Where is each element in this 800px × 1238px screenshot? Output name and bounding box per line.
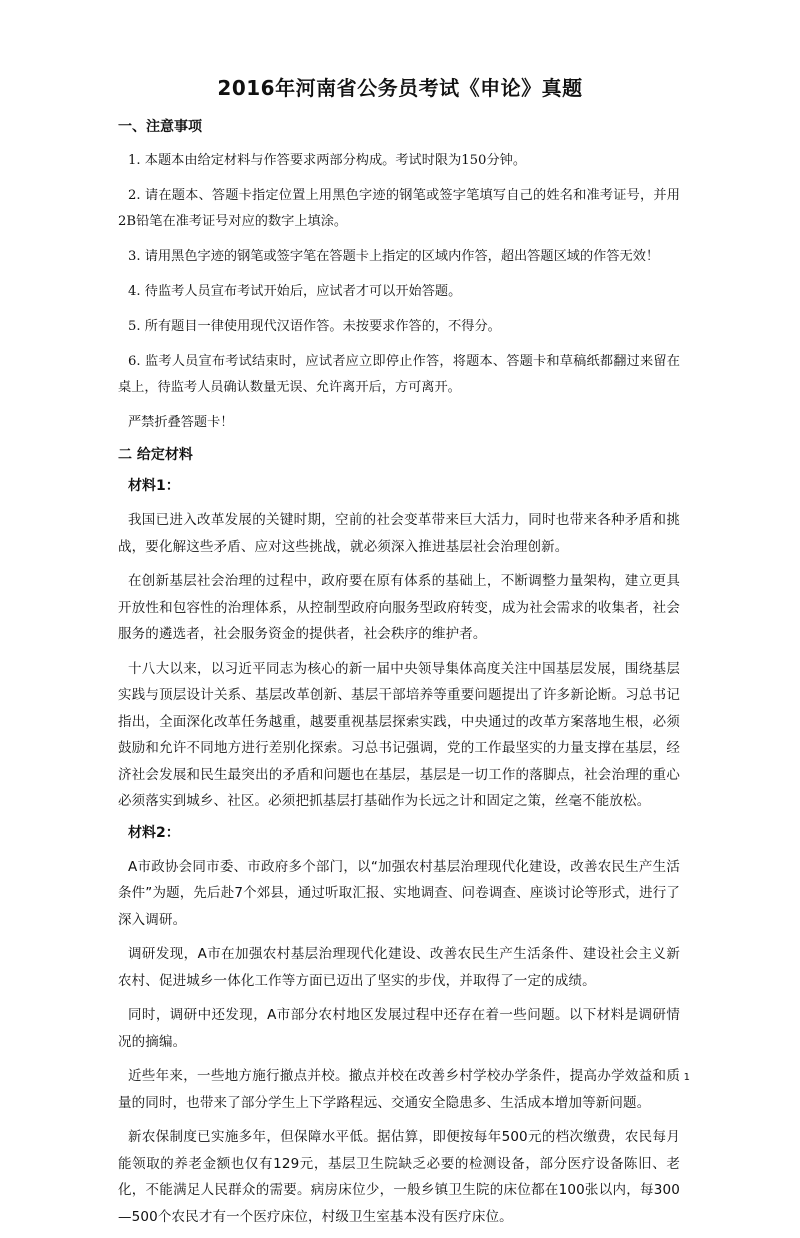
material-1-paragraph: 我国已进入改革发展的关键时期，空前的社会变革带来巨大活力，同时也带来各种矛盾和挑战，要化解这些矛盾、应对这些挑战，就必须深入推进基层社会治理创新。 — [118, 512, 680, 555]
section-heading-notes: 一、注意事项 — [118, 119, 202, 135]
material-2-paragraph: 近些年来，一些地方施行撤点并校。撤点并校在改善乡村学校办学条件，提高办学效益和质量的同时，也带来了部分学生上下学路程远、交通安全隐患多、生活成本增加等新问题。 — [118, 1068, 680, 1111]
note-item: 2. 请在题本、答题卡指定位置上用黑色字迹的钢笔或签字笔填写自己的姓名和准考证号，并用2B铅笔在准考证号对应的数字上填涂。 — [118, 188, 680, 229]
material-2-paragraph: A市政协会同市委、市政府多个部门，以“加强农村基层治理现代化建设，改善农民生产生活条件”为题，先后赴7个郊县，通过听取汇报、实地调查、问卷调查、座谈讨论等形式，进行了深入调研。 — [118, 858, 680, 928]
material-2-paragraph: 新农保制度已实施多年，但保障水平低。据估算，即便按每年500元的档次缴费，农民每月能领取的养老金额也仅有129元，基层卫生院缺乏必要的检测设备，部分医疗设备陈旧、老化，不能满足人民群众的需要。病房床位少，一般乡镇卫生院的床位都在100张以内，每300—500个农民才有一个医疗床位，村级卫生室基本没有医疗床位。 — [118, 1129, 680, 1225]
material-1-paragraph: 十八大以来，以习近平同志为核心的新一届中央领导集体高度关注中国基层发展，围绕基层实践与顶层设计关系、基层改革创新、基层干部培养等重要问题提出了许多新论断。习总书记指出，全面深化改革任务越重，越要重视基层探索实践，中央通过的改革方案落地生根，必须鼓励和允许不同地方进行差别化探索。习总书记强调，党的工作最坚实的力量支撑在基层，经济社会发展和民生最突出的矛盾和问题也在基层，基层是一切工作的落脚点，社会治理的重心必须落实到城乡、社区。必须把抓基层打基础作为长远之计和固定之策，丝毫不能放松。 — [118, 660, 680, 809]
material-1-paragraph: 在创新基层社会治理的过程中，政府要在原有体系的基础上，不断调整力量架构，建立更具开放性和包容性的治理体系，从控制型政府向服务型政府转变，成为社会需求的收集者，社会服务的遴选者，社会服务资金的提供者，社会秩序的维护者。 — [118, 573, 680, 642]
material-1-heading: 材料1： — [128, 478, 180, 494]
page-title: 2016年河南省公务员考试《申论》真题 — [217, 76, 583, 100]
note-item: 5. 所有题目一律使用现代汉语作答。未按要求作答的，不得分。 — [128, 319, 501, 334]
note-item: 4. 待监考人员宣布考试开始后，应试者才可以开始答题。 — [128, 284, 462, 299]
note-item: 6. 监考人员宣布考试结束时，应试者应立即停止作答，将题本、答题卡和草稿纸都翻过来留在桌上，待监考人员确认数量无误、允许离开后，方可离开。 — [118, 354, 680, 395]
material-2-paragraph: 同时，调研中还发现，A市部分农村地区发展过程中还存在着一些问题。以下材料是调研情况的摘编。 — [118, 1007, 680, 1050]
section-heading-materials: 二 给定材料 — [118, 447, 193, 463]
note-item: 1. 本题本由给定材料与作答要求两部分构成。考试时限为150分钟。 — [128, 153, 527, 168]
note-warning: 严禁折叠答题卡！ — [128, 415, 234, 430]
material-2-heading: 材料2： — [128, 824, 180, 841]
note-item: 3. 请用黑色字迹的钢笔或签字笔在答题卡上指定的区域内作答，超出答题区域的作答无效！ — [128, 249, 660, 264]
page-number: 1 — [683, 1072, 690, 1083]
document-body — [118, 117, 680, 1238]
material-2-paragraph: 调研发现，A市在加强农村基层治理现代化建设、改善农民生产生活条件、建设社会主义新农村、促进城乡一体化工作等方面已迈出了坚实的步伐，并取得了一定的成绩。 — [118, 946, 680, 989]
